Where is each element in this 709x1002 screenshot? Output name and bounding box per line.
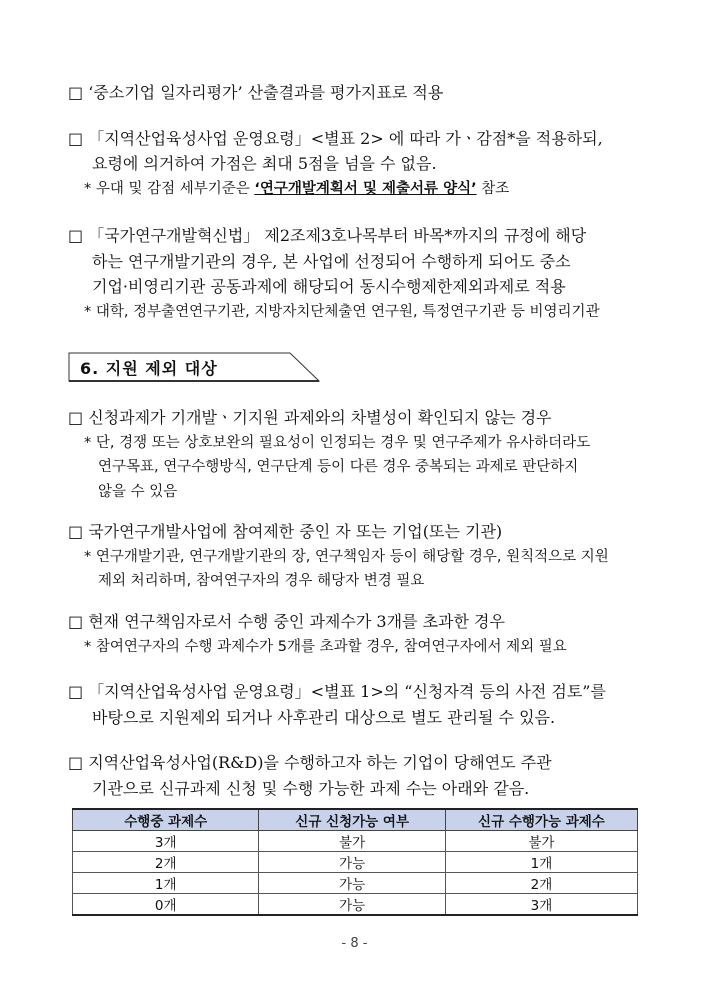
note-line: * 대학, 정부출연연구기관, 지방자치단체출연 연구원, 특정연구기관 등 비영리기관 [84, 304, 600, 320]
note-text: * 우대 및 감점 세부기준은 [84, 181, 255, 197]
text-line: 기업·비영리기관 공동과제에 해당되어 동시수행제한제외과제로 적용 [92, 277, 566, 296]
table-row [73, 831, 638, 852]
bullet-line: □ 국가연구개발사업에 참여제한 중인 자 또는 기업(또는 기관) [68, 522, 503, 541]
note-line: * 연구개발기관, 연구개발기관의 장, 연구책임자 등이 해당할 경우, 원칙적으로 지원 [84, 549, 609, 565]
note-line: 제외 처리하며, 참여연구자의 경우 해당자 변경 필요 [98, 573, 425, 589]
bullet-line: □ 신청과제가 기개발ㆍ기지원 과제와의 차별성이 확인되지 않는 경우 [68, 408, 552, 427]
table-row [73, 894, 638, 916]
table-row [73, 873, 638, 894]
table-cell: 2개 [445, 873, 637, 894]
table-cell: 1개 [445, 852, 637, 873]
table-cell: 불가 [445, 831, 637, 852]
bullet-line: □ 「지역산업육성사업 운영요령」<별표 2> 에 따라 가ㆍ감점*을 적용하되, [68, 129, 603, 148]
page-number: - 8 - [341, 936, 368, 951]
table-cell: 2개 [73, 852, 259, 873]
section-heading [68, 352, 320, 382]
text-line: 바탕으로 지원제외 되거나 사후관리 대상으로 별도 관리될 수 있음. [92, 708, 556, 727]
table-header-cell: 신규 신청가능 여부 [259, 809, 445, 831]
bullet-line: □ ‘중소기업 일자리평가’ 산출결과를 평가지표로 적용 [68, 83, 444, 102]
bullet-line: □ 현재 연구책임자로서 수행 중인 과제수가 3개를 초과한 경우 [68, 612, 505, 631]
note-emphasis: ‘연구개발계획서 및 제출서류 양식’ [254, 181, 477, 197]
quota-table [72, 808, 638, 916]
note-line: * 참여연구자의 수행 과제수가 5개를 초과할 경우, 참여연구자에서 제외 필요 [84, 639, 567, 655]
table-cell: 가능 [259, 873, 445, 894]
table-header-cell: 신규 수행가능 과제수 [445, 809, 637, 831]
table-cell: 3개 [445, 894, 637, 916]
note-line: * 단, 경쟁 또는 상호보완의 필요성이 인정되는 경우 및 연구주제가 유사하더라도 [84, 435, 591, 451]
text-line: 하는 연구개발기관의 경우, 본 사업에 선정되어 수행하게 되어도 중소 [92, 252, 571, 271]
note-line: 연구목표, 연구수행방식, 연구단계 등이 다른 경우 중복되는 과제로 판단하지 [98, 459, 579, 475]
table-row [73, 852, 638, 873]
note-line: 않을 수 있음 [98, 484, 178, 500]
bullet-line: □ 「지역산업육성사업 운영요령」<별표 1>의 “신청자격 등의 사전 검토”를 [68, 682, 606, 701]
note-text: 참조 [476, 181, 510, 197]
table-cell: 가능 [259, 852, 445, 873]
bullet-line: □ 「국가연구개발혁신법」 제2조제3호나목부터 바목*까지의 규정에 해당 [68, 226, 587, 245]
table-header-cell: 수행중 과제수 [73, 809, 259, 831]
text-line: 요령에 의거하여 가점은 최대 5점을 넘을 수 없음. [92, 154, 437, 173]
table-cell: 1개 [73, 873, 259, 894]
section-heading-text: 6. 지원 제외 대상 [80, 359, 218, 378]
text-line: 기관으로 신규과제 신청 및 수행 가능한 과제 수는 아래와 같음. [92, 779, 530, 798]
table-cell: 3개 [73, 831, 259, 852]
table-cell: 가능 [259, 894, 445, 916]
table-header-row [73, 809, 638, 831]
table-cell: 0개 [73, 894, 259, 916]
table-cell: 불가 [259, 831, 445, 852]
note-line [84, 178, 509, 200]
bullet-line: □ 지역산업육성사업(R&D)을 수행하고자 하는 기업이 당해연도 주관 [68, 753, 552, 772]
